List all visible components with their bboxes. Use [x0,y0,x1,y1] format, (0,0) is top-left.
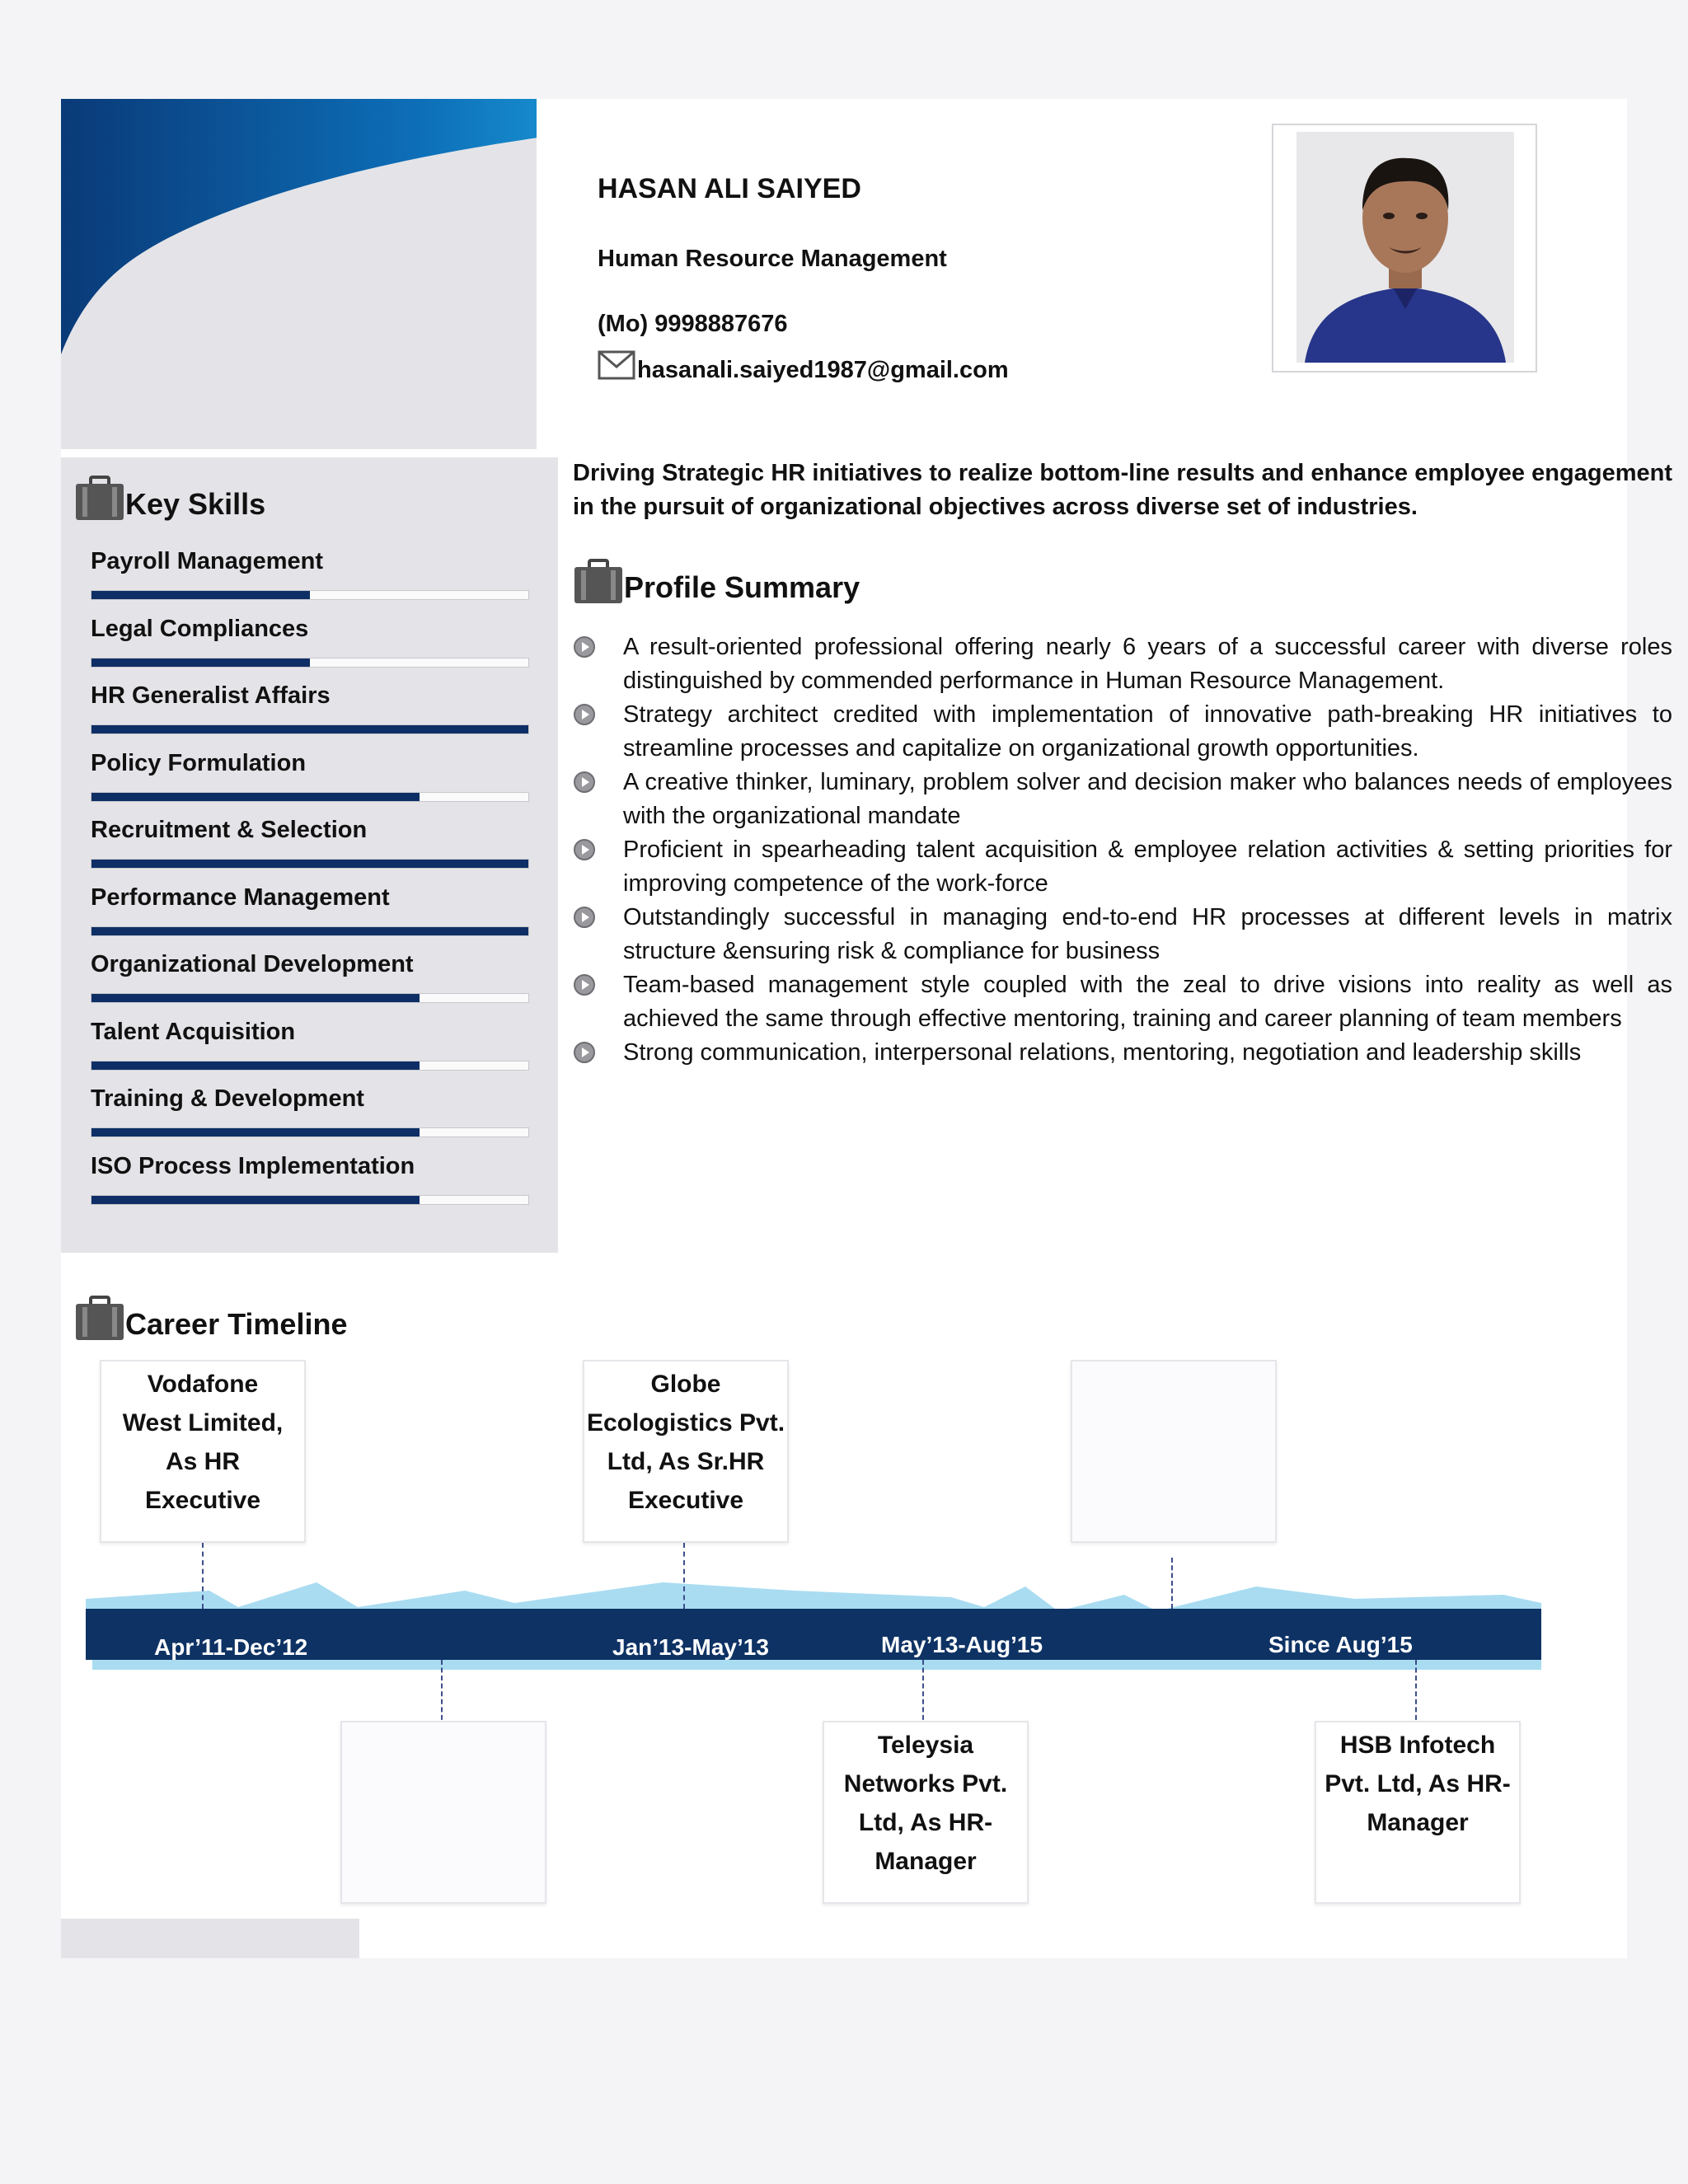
skill-level-fill [91,725,528,733]
profile-summary-text: Strategy architect credited with implementation of innovative path-breaking HR initiatives to streamline processes and capitalize on organizational growth opportunities. [623,701,1672,762]
envelope-icon [598,350,635,380]
resume-page [61,99,1672,1958]
timeline-box-vodafone: Vodafone West Limited, As HR Executive [100,1360,306,1543]
play-circle-icon [573,906,596,929]
skill-level-bar [91,859,529,869]
play-circle-icon [573,838,596,861]
skill-label: Organizational Development [91,951,414,977]
profile-summary-item [573,698,1672,766]
career-timeline-heading [74,1296,347,1342]
career-timeline-title: Career Timeline [125,1307,348,1341]
skill-level-bar [91,1061,529,1071]
header-banner [61,99,537,449]
timeline-date-2: Jan’13-May’13 [612,1634,769,1660]
email-row [598,357,1009,384]
timeline-box-empty [1071,1360,1277,1543]
timeline-band-shadow [92,1660,1541,1670]
candidate-name: HASAN ALI SAIYED [598,173,861,204]
skill-level-fill [91,927,528,935]
skill-level-fill [91,1196,420,1204]
profile-summary-list [573,630,1672,1070]
skill-level-bar [91,724,529,734]
timeline-box-hsb: HSB Infotech Pvt. Ltd, As HR- Manager [1315,1721,1521,1904]
skill-level-bar [91,1195,529,1205]
skill-label: Policy Formulation [91,749,307,776]
play-circle-icon [573,973,596,996]
skill-level-fill [91,1062,420,1070]
profile-summary-item [573,630,1672,698]
intro-statement: Driving Strategic HR initiatives to realize bottom-line results and enhance employee engagement in the pursuit of organizational objectives across diverse set of industries. [573,460,1672,520]
play-circle-icon [573,635,596,658]
skill-level-fill [91,793,420,801]
profile-summary-text: Team-based management style coupled with the zeal to drive visions into reality as well as achieved the same through effective mentoring, training and career planning of team members [623,972,1672,1032]
timeline-connector [1171,1558,1173,1609]
skill-level-bar [91,590,529,600]
skill-level-fill [91,591,310,599]
skill-level-bar [91,792,529,802]
profile-summary-item [573,901,1672,968]
skill-level-bar [91,926,529,936]
profile-photo [1296,132,1514,363]
briefcase-icon [573,559,624,605]
skill-label: Legal Compliances [91,615,309,642]
profile-summary-item [573,833,1672,901]
header-swoosh-graphic [61,99,537,371]
skill-label: Talent Acquisition [91,1018,296,1045]
timeline-box-globe: Globe Ecologistics Pvt. Ltd, As Sr.HR Executive [583,1360,789,1543]
timeline-wave-graphic [86,1566,1541,1615]
profile-summary-text: Strong communication, interpersonal relations, mentoring, negotiation and leadership skills [623,1039,1582,1066]
timeline-date-4: Since Aug’15 [1268,1632,1413,1657]
key-skills-heading [74,476,265,522]
skill-level-bar [91,993,529,1003]
phone-number: (Mo) 9998887676 [598,311,788,337]
profile-summary-item [573,766,1672,833]
timeline-connector [683,1543,685,1609]
briefcase-icon [74,1296,125,1342]
skill-level-fill [91,658,310,667]
profile-photo-frame [1272,124,1537,373]
profile-summary-text: Proficient in spearheading talent acquisition & employee relation activities & setting priorities for improving competence of the work-force [623,837,1672,897]
profile-summary-item [573,968,1672,1036]
timeline-box-teleysia: Teleysia Networks Pvt. Ltd, As HR- Manager [823,1721,1029,1904]
timeline-connector [202,1543,204,1609]
timeline-date-1: Apr’11-Dec’12 [154,1634,308,1660]
timeline-box-empty [340,1721,546,1904]
skill-level-fill [91,994,420,1002]
play-circle-icon [573,1041,596,1064]
profile-summary-item [573,1036,1672,1070]
profile-summary-heading [573,559,860,605]
skill-level-bar [91,1127,529,1137]
play-circle-icon [573,703,596,726]
skill-level-bar [91,658,529,668]
skill-label: Payroll Management [91,548,324,574]
key-skills-title: Key Skills [125,487,266,521]
skill-label: Recruitment & Selection [91,817,368,843]
profile-summary-text: Outstandingly successful in managing end-to-end HR processes at different levels in matrix structure &ensuring risk & compliance for business [623,904,1672,964]
profile-summary-title: Profile Summary [624,570,860,604]
key-skills-panel [61,457,558,1253]
profile-summary-text: A result-oriented professional offering nearly 6 years of a successful career with diverse roles distinguished by commended performance in Human Resource Management. [623,634,1672,694]
email-address[interactable]: hasanali.saiyed1987@gmail.com [637,357,1009,383]
skill-label: HR Generalist Affairs [91,682,331,709]
footer-block [61,1919,359,1958]
skill-label: ISO Process Implementation [91,1152,415,1179]
skill-label: Performance Management [91,883,390,911]
skill-level-fill [91,1128,420,1137]
candidate-role: Human Resource Management [598,246,947,272]
skill-level-fill [91,860,528,868]
play-circle-icon [573,771,596,794]
profile-summary-text: A creative thinker, luminary, problem solver and decision maker who balances needs of employees with the organizational mandate [623,769,1672,829]
briefcase-icon [74,476,125,522]
skill-label: Training & Development [91,1085,364,1112]
timeline-date-3: May’13-Aug’15 [881,1632,1043,1657]
